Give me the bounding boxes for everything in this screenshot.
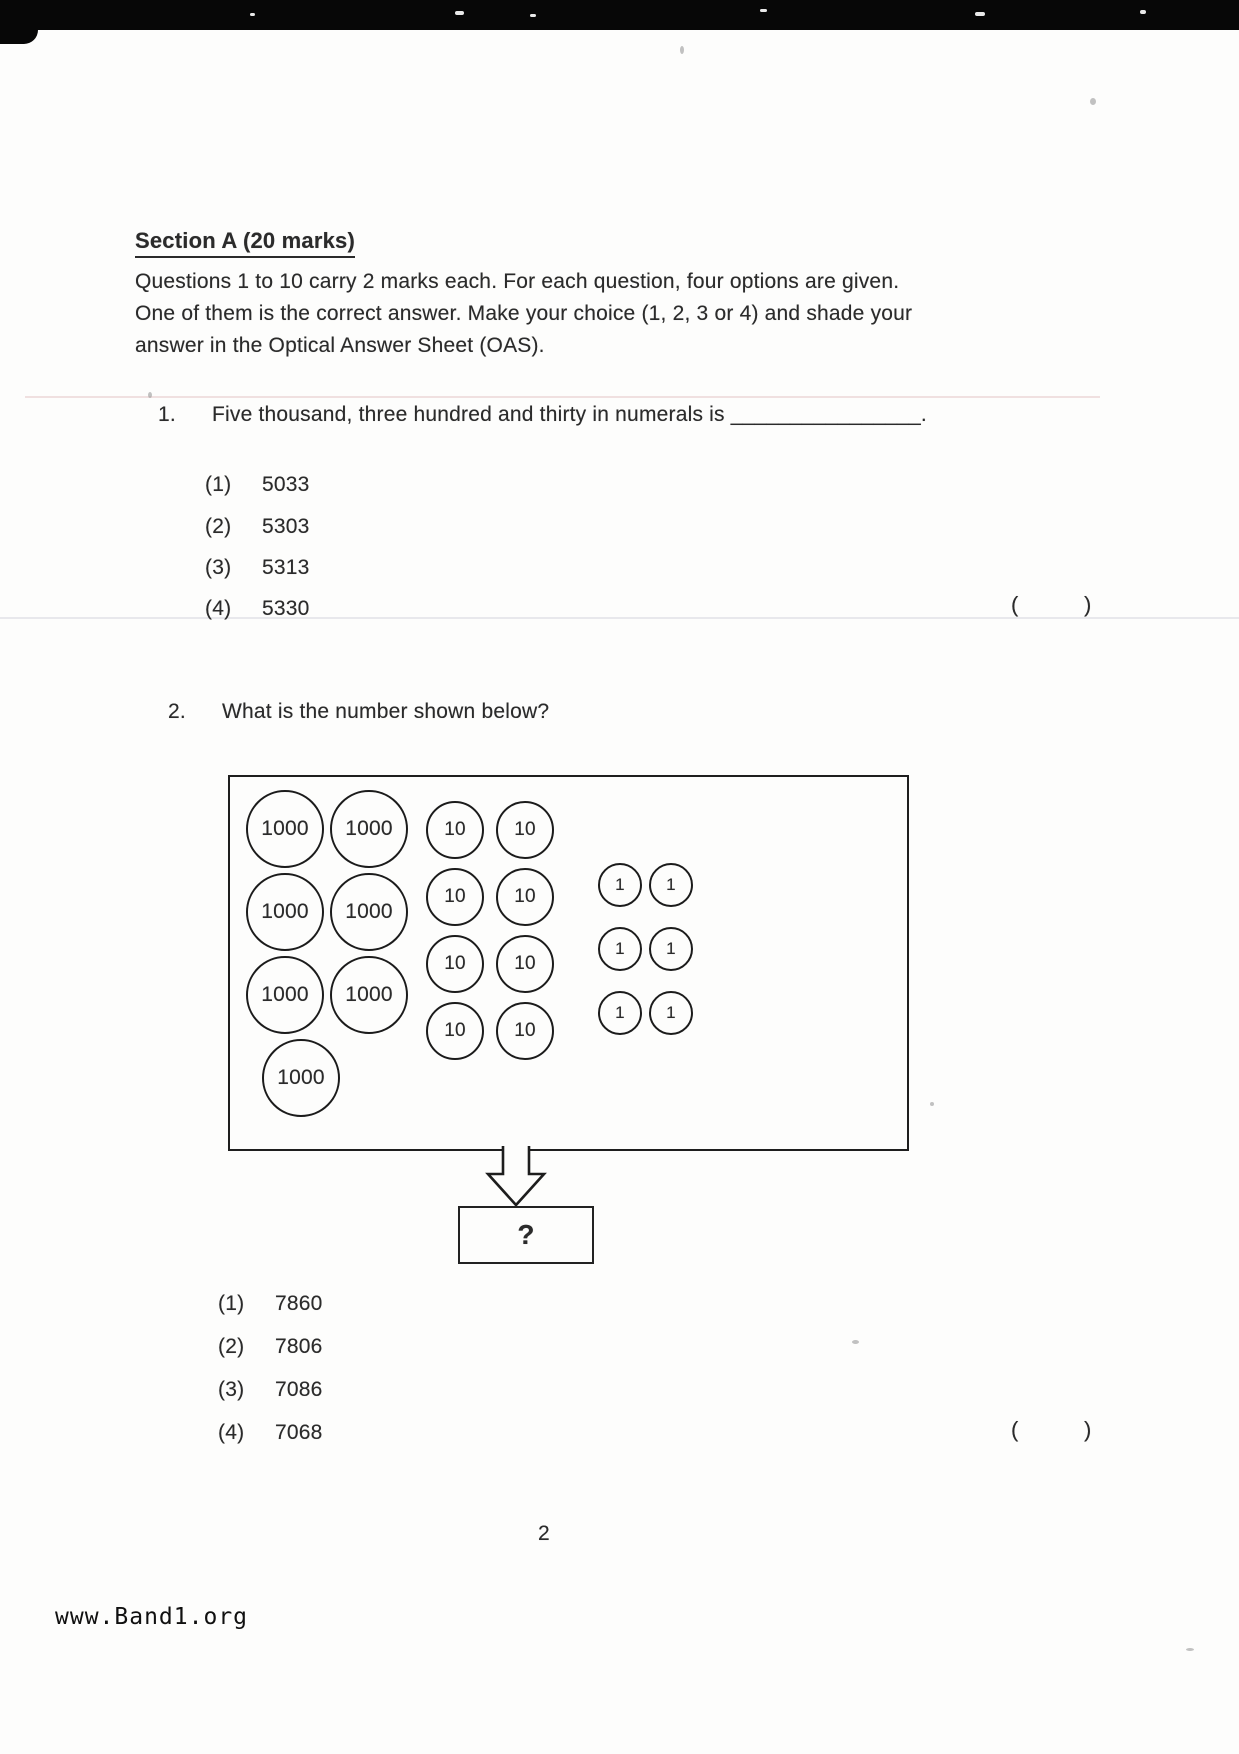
question-1-text: Five thousand, three hundred and thirty in numerals is ________________. — [212, 403, 927, 426]
scan-speck — [1090, 98, 1096, 105]
counter-circle-1: 1 — [649, 991, 693, 1035]
counter-circle-1: 1 — [649, 863, 693, 907]
scan-speck — [852, 1340, 859, 1344]
scan-speck — [148, 392, 152, 398]
counter-circle-10: 10 — [496, 868, 554, 926]
scan-line — [25, 396, 1100, 398]
counter-circle-1000: 1000 — [262, 1039, 340, 1117]
footer-url: www.Band1.org — [55, 1604, 249, 1630]
scan-speck — [680, 46, 684, 54]
q1-option-1-value: 5033 — [262, 473, 310, 496]
q1-option-2-label: (2) — [205, 515, 232, 538]
instructions-line-1: Questions 1 to 10 carry 2 marks each. For each question, four options are given. — [135, 270, 900, 293]
q2-option-4-label: (4) — [218, 1421, 245, 1444]
instructions-line-2: One of them is the correct answer. Make your choice (1, 2, 3 or 4) and shade your — [135, 302, 913, 325]
counter-circle-10: 10 — [426, 935, 484, 993]
q1-option-3-label: (3) — [205, 556, 232, 579]
counter-circle-1000: 1000 — [330, 790, 408, 868]
scan-corner-mark — [0, 0, 38, 44]
counter-circle-10: 10 — [496, 801, 554, 859]
q2-option-2-value: 7806 — [275, 1335, 323, 1358]
tens-column — [426, 801, 554, 1060]
page-number: 2 — [538, 1522, 550, 1545]
q2-option-1-label: (1) — [218, 1292, 245, 1315]
counter-circle-1: 1 — [649, 927, 693, 971]
section-heading: Section A (20 marks) — [135, 228, 355, 258]
down-arrow-icon — [479, 1146, 553, 1208]
counter-circle-1000: 1000 — [246, 956, 324, 1034]
counter-circle-10: 10 — [496, 1002, 554, 1060]
counter-circle-1000: 1000 — [246, 790, 324, 868]
q2-option-3-label: (3) — [218, 1378, 245, 1401]
q2-answer-bracket-close: ) — [1084, 1417, 1092, 1442]
counter-circle-10: 10 — [426, 801, 484, 859]
scan-speck — [930, 1102, 934, 1106]
thousands-column — [246, 790, 408, 1117]
counter-circle-1000: 1000 — [330, 873, 408, 951]
q1-option-4-value: 5330 — [262, 597, 310, 620]
q1-answer-bracket-close: ) — [1084, 592, 1092, 617]
q1-option-3-value: 5313 — [262, 556, 310, 579]
q2-option-4-value: 7068 — [275, 1421, 323, 1444]
question-2-number: 2. — [168, 700, 186, 723]
q1-answer-bracket-open: ( — [1011, 592, 1019, 617]
counter-circle-1: 1 — [598, 927, 642, 971]
counter-circle-1: 1 — [598, 991, 642, 1035]
q2-option-2-label: (2) — [218, 1335, 245, 1358]
scan-top-bar — [0, 0, 1239, 30]
counter-circle-1000: 1000 — [330, 956, 408, 1034]
counter-circle-10: 10 — [496, 935, 554, 993]
q2-answer-bracket-open: ( — [1011, 1417, 1019, 1442]
q1-option-4-label: (4) — [205, 597, 232, 620]
scan-line — [0, 617, 1239, 619]
question-mark: ? — [517, 1219, 535, 1250]
counter-circle-10: 10 — [426, 868, 484, 926]
scan-speck — [1186, 1648, 1194, 1651]
counter-circle-1: 1 — [598, 863, 642, 907]
question-2-text: What is the number shown below? — [222, 700, 550, 723]
q1-option-1-label: (1) — [205, 473, 232, 496]
counter-circle-1000: 1000 — [246, 873, 324, 951]
instructions-line-3: answer in the Optical Answer Sheet (OAS). — [135, 334, 545, 357]
place-value-diagram-box — [228, 775, 909, 1151]
q1-option-2-value: 5303 — [262, 515, 310, 538]
ones-column — [598, 863, 693, 1035]
q2-option-3-value: 7086 — [275, 1378, 323, 1401]
q2-option-1-value: 7860 — [275, 1292, 323, 1315]
result-box — [458, 1206, 594, 1264]
counter-circle-10: 10 — [426, 1002, 484, 1060]
question-1-number: 1. — [158, 403, 176, 426]
